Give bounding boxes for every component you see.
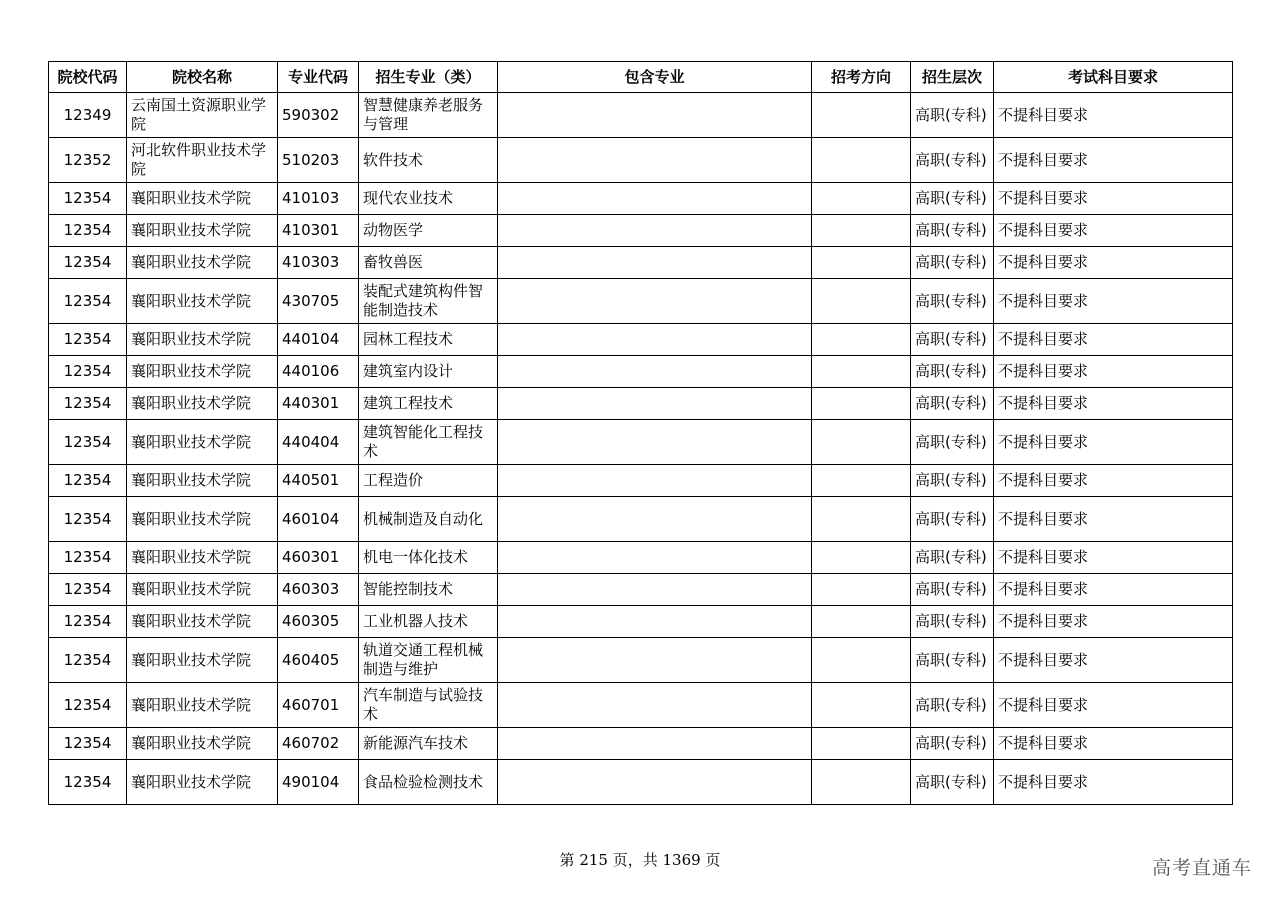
cell-direction: [812, 183, 911, 215]
table-row: [49, 465, 1233, 497]
cell-school-name: 襄阳职业技术学院: [127, 388, 278, 420]
cell-direction: [812, 388, 911, 420]
cell-included: [498, 138, 812, 183]
cell-requirement: 不提科目要求: [994, 356, 1233, 388]
header-requirement: 考试科目要求: [994, 62, 1233, 93]
cell-major: 建筑工程技术: [359, 388, 498, 420]
table-row: [49, 542, 1233, 574]
cell-requirement: 不提科目要求: [994, 183, 1233, 215]
cell-major: 建筑室内设计: [359, 356, 498, 388]
cell-major-code: 490104: [278, 760, 359, 805]
cell-major: 现代农业技术: [359, 183, 498, 215]
table-row: [49, 183, 1233, 215]
cell-major: 汽车制造与试验技术: [359, 683, 498, 728]
cell-direction: [812, 760, 911, 805]
header-direction: 招考方向: [812, 62, 911, 93]
cell-level: 高职(专科): [911, 215, 994, 247]
cell-major: 建筑智能化工程技术: [359, 420, 498, 465]
cell-requirement: 不提科目要求: [994, 574, 1233, 606]
cell-requirement: 不提科目要求: [994, 638, 1233, 683]
header-school-name: 院校名称: [127, 62, 278, 93]
cell-major-code: 410103: [278, 183, 359, 215]
cell-school-code: 12352: [49, 138, 127, 183]
cell-major-code: 430705: [278, 279, 359, 324]
cell-level: 高职(专科): [911, 728, 994, 760]
cell-school-name: 襄阳职业技术学院: [127, 215, 278, 247]
cell-major-code: 410303: [278, 247, 359, 279]
cell-school-code: 12354: [49, 465, 127, 497]
table-row: [49, 574, 1233, 606]
cell-major-code: 510203: [278, 138, 359, 183]
cell-included: [498, 388, 812, 420]
cell-level: 高职(专科): [911, 465, 994, 497]
cell-major: 智慧健康养老服务与管理: [359, 93, 498, 138]
cell-major: 动物医学: [359, 215, 498, 247]
cell-major-code: 440501: [278, 465, 359, 497]
cell-school-code: 12354: [49, 574, 127, 606]
cell-included: [498, 465, 812, 497]
table-row: [49, 356, 1233, 388]
cell-major: 智能控制技术: [359, 574, 498, 606]
cell-school-name: 襄阳职业技术学院: [127, 683, 278, 728]
cell-level: 高职(专科): [911, 93, 994, 138]
header-school-code: 院校代码: [49, 62, 127, 93]
cell-included: [498, 574, 812, 606]
cell-included: [498, 683, 812, 728]
cell-school-name: 襄阳职业技术学院: [127, 606, 278, 638]
cell-major-code: 460702: [278, 728, 359, 760]
table-row: [49, 760, 1233, 805]
cell-direction: [812, 465, 911, 497]
cell-major-code: 440104: [278, 324, 359, 356]
cell-included: [498, 420, 812, 465]
cell-level: 高职(专科): [911, 760, 994, 805]
cell-school-code: 12354: [49, 606, 127, 638]
cell-major-code: 590302: [278, 93, 359, 138]
cell-school-code: 12354: [49, 497, 127, 542]
cell-included: [498, 542, 812, 574]
cell-school-name: 云南国土资源职业学院: [127, 93, 278, 138]
header-major: 招生专业（类）: [359, 62, 498, 93]
cell-level: 高职(专科): [911, 420, 994, 465]
cell-school-code: 12354: [49, 324, 127, 356]
cell-included: [498, 638, 812, 683]
page-number: 第 215 页，共 1369 页: [559, 851, 721, 869]
cell-requirement: 不提科目要求: [994, 497, 1233, 542]
cell-major-code: 460104: [278, 497, 359, 542]
cell-major-code: 460303: [278, 574, 359, 606]
cell-included: [498, 497, 812, 542]
cell-school-code: 12354: [49, 683, 127, 728]
table-row: [49, 324, 1233, 356]
cell-school-name: 襄阳职业技术学院: [127, 324, 278, 356]
cell-included: [498, 247, 812, 279]
cell-direction: [812, 93, 911, 138]
cell-major: 工业机器人技术: [359, 606, 498, 638]
cell-school-code: 12354: [49, 728, 127, 760]
cell-school-code: 12354: [49, 638, 127, 683]
cell-included: [498, 324, 812, 356]
cell-school-code: 12354: [49, 279, 127, 324]
cell-requirement: 不提科目要求: [994, 542, 1233, 574]
cell-level: 高职(专科): [911, 247, 994, 279]
cell-major: 装配式建筑构件智能制造技术: [359, 279, 498, 324]
cell-level: 高职(专科): [911, 138, 994, 183]
cell-direction: [812, 324, 911, 356]
cell-direction: [812, 728, 911, 760]
cell-major: 园林工程技术: [359, 324, 498, 356]
cell-included: [498, 760, 812, 805]
cell-included: [498, 728, 812, 760]
cell-included: [498, 356, 812, 388]
cell-requirement: 不提科目要求: [994, 388, 1233, 420]
table-row: [49, 497, 1233, 542]
cell-school-code: 12354: [49, 542, 127, 574]
cell-level: 高职(专科): [911, 574, 994, 606]
cell-level: 高职(专科): [911, 683, 994, 728]
cell-direction: [812, 606, 911, 638]
cell-direction: [812, 356, 911, 388]
cell-direction: [812, 138, 911, 183]
table-row: [49, 606, 1233, 638]
cell-included: [498, 279, 812, 324]
cell-direction: [812, 638, 911, 683]
cell-school-code: 12354: [49, 388, 127, 420]
cell-school-code: 12354: [49, 183, 127, 215]
cell-requirement: 不提科目要求: [994, 420, 1233, 465]
cell-school-name: 襄阳职业技术学院: [127, 760, 278, 805]
cell-major-code: 440404: [278, 420, 359, 465]
cell-requirement: 不提科目要求: [994, 728, 1233, 760]
cell-included: [498, 93, 812, 138]
cell-major-code: 460305: [278, 606, 359, 638]
header-included: 包含专业: [498, 62, 812, 93]
cell-major: 轨道交通工程机械制造与维护: [359, 638, 498, 683]
cell-direction: [812, 247, 911, 279]
cell-school-code: 12354: [49, 420, 127, 465]
header-major-code: 专业代码: [278, 62, 359, 93]
cell-requirement: 不提科目要求: [994, 683, 1233, 728]
cell-requirement: 不提科目要求: [994, 324, 1233, 356]
cell-major: 工程造价: [359, 465, 498, 497]
cell-included: [498, 606, 812, 638]
cell-direction: [812, 420, 911, 465]
cell-school-name: 襄阳职业技术学院: [127, 247, 278, 279]
cell-level: 高职(专科): [911, 324, 994, 356]
cell-requirement: 不提科目要求: [994, 215, 1233, 247]
cell-school-code: 12354: [49, 215, 127, 247]
cell-included: [498, 215, 812, 247]
cell-level: 高职(专科): [911, 606, 994, 638]
cell-level: 高职(专科): [911, 279, 994, 324]
cell-requirement: 不提科目要求: [994, 760, 1233, 805]
cell-direction: [812, 542, 911, 574]
watermark: 高考直通车: [1151, 857, 1252, 879]
cell-school-name: 襄阳职业技术学院: [127, 542, 278, 574]
cell-requirement: 不提科目要求: [994, 138, 1233, 183]
cell-school-name: 河北软件职业技术学院: [127, 138, 278, 183]
header-row: [49, 62, 1233, 93]
cell-school-code: 12354: [49, 760, 127, 805]
cell-major-code: 410301: [278, 215, 359, 247]
table-row: [49, 683, 1233, 728]
cell-school-name: 襄阳职业技术学院: [127, 356, 278, 388]
cell-major: 畜牧兽医: [359, 247, 498, 279]
cell-level: 高职(专科): [911, 497, 994, 542]
cell-requirement: 不提科目要求: [994, 247, 1233, 279]
cell-major-code: 460701: [278, 683, 359, 728]
table-row: [49, 388, 1233, 420]
cell-major: 机械制造及自动化: [359, 497, 498, 542]
cell-school-name: 襄阳职业技术学院: [127, 574, 278, 606]
cell-school-name: 襄阳职业技术学院: [127, 465, 278, 497]
cell-school-code: 12354: [49, 247, 127, 279]
cell-major-code: 440106: [278, 356, 359, 388]
cell-level: 高职(专科): [911, 356, 994, 388]
cell-direction: [812, 683, 911, 728]
table-row: [49, 420, 1233, 465]
cell-included: [498, 183, 812, 215]
cell-school-name: 襄阳职业技术学院: [127, 638, 278, 683]
cell-school-name: 襄阳职业技术学院: [127, 279, 278, 324]
cell-direction: [812, 497, 911, 542]
table-row: [49, 138, 1233, 183]
cell-school-name: 襄阳职业技术学院: [127, 420, 278, 465]
table-row: [49, 93, 1233, 138]
cell-school-name: 襄阳职业技术学院: [127, 497, 278, 542]
cell-major-code: 460405: [278, 638, 359, 683]
cell-requirement: 不提科目要求: [994, 279, 1233, 324]
cell-requirement: 不提科目要求: [994, 93, 1233, 138]
table-row: [49, 279, 1233, 324]
cell-level: 高职(专科): [911, 388, 994, 420]
header-level: 招生层次: [911, 62, 994, 93]
cell-direction: [812, 574, 911, 606]
cell-major-code: 460301: [278, 542, 359, 574]
cell-major-code: 440301: [278, 388, 359, 420]
cell-level: 高职(专科): [911, 183, 994, 215]
table-row: [49, 215, 1233, 247]
cell-school-name: 襄阳职业技术学院: [127, 183, 278, 215]
cell-school-name: 襄阳职业技术学院: [127, 728, 278, 760]
cell-major: 软件技术: [359, 138, 498, 183]
cell-school-code: 12354: [49, 356, 127, 388]
table-row: [49, 247, 1233, 279]
cell-major: 机电一体化技术: [359, 542, 498, 574]
admission-table: [48, 61, 1233, 805]
cell-requirement: 不提科目要求: [994, 465, 1233, 497]
table-row: [49, 638, 1233, 683]
cell-direction: [812, 279, 911, 324]
cell-major: 食品检验检测技术: [359, 760, 498, 805]
cell-school-code: 12349: [49, 93, 127, 138]
cell-direction: [812, 215, 911, 247]
cell-requirement: 不提科目要求: [994, 606, 1233, 638]
cell-level: 高职(专科): [911, 542, 994, 574]
cell-level: 高职(专科): [911, 638, 994, 683]
table-row: [49, 728, 1233, 760]
cell-major: 新能源汽车技术: [359, 728, 498, 760]
